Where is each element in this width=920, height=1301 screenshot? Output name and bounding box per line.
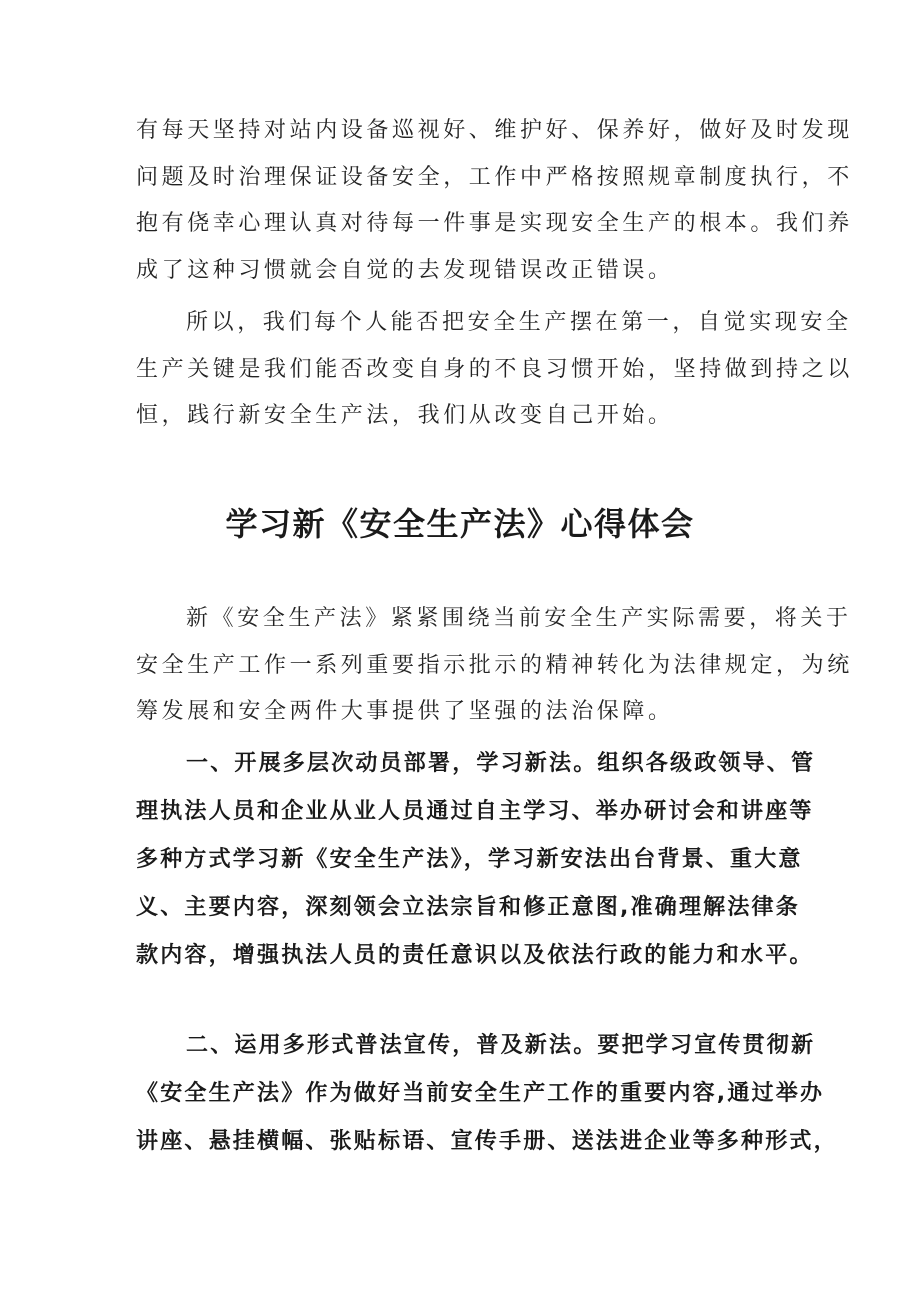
paragraph-line: 多种方式学习新《安全生产法》，学习新安法出台背景、重大意 <box>136 847 803 872</box>
section-two <box>136 1022 838 1166</box>
section-one <box>136 740 816 980</box>
paragraph-line: 问题及时治理保证设备安全，工作中严格按照规章制度执行，不 <box>136 164 853 190</box>
paragraph-line: 一、开展多层次动员部署，学习新法。组织各级政领导、管 <box>186 751 816 776</box>
paragraph-continuation <box>136 108 853 294</box>
paragraph-line: 款内容，增强执法人员的责任意识以及依法行政的能力和水平。 <box>136 943 814 968</box>
paragraph-line: 抱有侥幸心理认真对待每一件事是实现安全生产的根本。我们养 <box>136 211 853 236</box>
paragraph-intro <box>136 596 853 736</box>
paragraph-line: 所以，我们每个人能否把安全生产摆在第一，自觉实现安全 <box>186 310 852 335</box>
paragraph-conclusion <box>136 300 853 440</box>
paragraph-line: 成了这种习惯就会自觉的去发现错误改正错误。 <box>136 257 674 283</box>
paragraph-line: 筹发展和安全两件大事提供了坚强的法治保障。 <box>136 699 674 724</box>
paragraph-line: 恒，践行新安全生产法，我们从改变自己开始。 <box>136 403 674 428</box>
paragraph-line: 生产关键是我们能否改变自身的不良习惯开始，坚持做到持之以 <box>136 356 853 382</box>
document-title: 学习新《安全生产法》心得体会 <box>225 505 695 543</box>
paragraph-line: 理执法人员和企业从业人员通过自主学习、举办研讨会和讲座等 <box>136 799 814 824</box>
paragraph-line: 义、主要内容，深刻领会立法宗旨和修正意图,准确理解法律条 <box>136 895 800 920</box>
paragraph-line: 讲座、悬挂横幅、张贴标语、宣传手册、送法进企业等多种形式， <box>136 1129 838 1154</box>
paragraph-line: 有每天坚持对站内设备巡视好、维护好、保养好，做好及时发现 <box>136 118 853 143</box>
paragraph-line: 新《安全生产法》紧紧围绕当前安全生产实际需要，将关于 <box>186 606 852 631</box>
paragraph-line: 二、运用多形式普法宣传，普及新法。要把学习宣传贯彻新 <box>186 1033 816 1058</box>
paragraph-line: 安全生产工作一系列重要指示批示的精神转化为法律规定，为统 <box>136 652 853 678</box>
paragraph-line: 《安全生产法》作为做好当前安全生产工作的重要内容,通过举办 <box>136 1081 825 1106</box>
